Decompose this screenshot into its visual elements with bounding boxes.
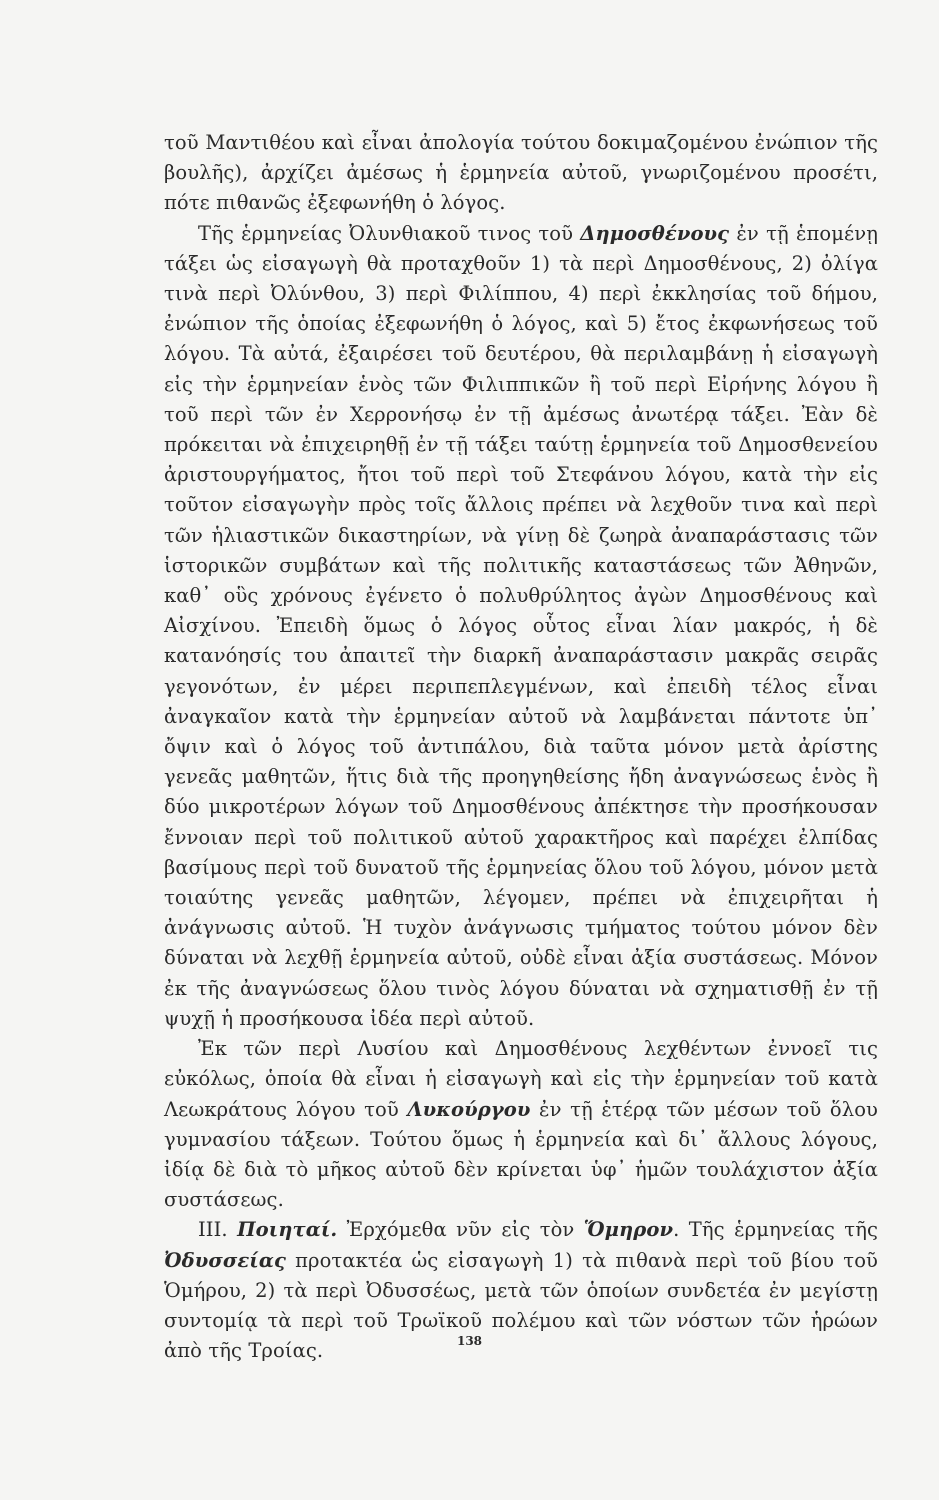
paragraph-1 [164, 128, 878, 219]
page-number: 138 [456, 1334, 483, 1348]
emphasis-demosthenes: Δημοσθένους [580, 221, 730, 245]
paragraph-3 [164, 1034, 878, 1215]
emphasis-odyssey: Ὀδυσσείας [164, 1248, 286, 1272]
paragraph-2 [164, 219, 878, 1034]
text-run: Τῆς ἑρμηνείας Ὀλυνθιακοῦ τινος τοῦ [198, 221, 581, 245]
emphasis-homer: Ὅμηρον [583, 1218, 674, 1242]
text-run: ἐν τῇ ἑτέρᾳ τῶν μέσων τοῦ ὅλου γυμνασίου τάξεων. Τούτου ὅμως ἡ ἑρμηνεία καὶ δι᾽ ἄλλους λόγους, ἰδίᾳ δὲ διὰ τὸ μῆκος αὐτοῦ δὲν κρίνεται ὑφ᾽ ἡμῶν τουλάχιστον ἀξία συστάσεως. [164, 1097, 878, 1212]
text-run: ἐν τῇ ἑπομένῃ τάξει ὡς εἰσαγωγὴ θὰ προταχθοῦν 1) τὰ περὶ Δημοσθένους, 2) ὀλίγα τινὰ περὶ Ὀλύνθου, 3) περὶ Φιλίππου, 4) περὶ ἐκκλησίας τοῦ δήμου, ἐνώπιον τῆς ὁποίας ἐξεφωνήθη ὁ λόγος, καὶ 5) ἔτος ἐκφωνήσεως τοῦ λόγου. Τὰ αὐτά, ἐξαιρέσει τοῦ δευτέρου, θὰ περιλαμβάνῃ ἡ εἰσαγωγὴ εἰς τὴν ἑρμηνείαν ἑνὸς τῶν Φιλιππικῶν ἢ τοῦ περὶ Εἰρήνης λόγου ἢ τοῦ περὶ τῶν ἐν Χερρονήσῳ ἐν τῇ ἀμέσως ἀνωτέρᾳ τάξει. Ἐὰν δὲ πρόκειται νὰ ἐπιχειρηθῇ ἐν τῇ τάξει ταύτῃ ἑρμηνεία τοῦ Δημοσθενείου ἀριστουργήματος, ἤτοι τοῦ περὶ τοῦ Στεφάνου λόγου, κατὰ τὴν εἰς τοῦτον εἰσαγωγὴν πρὸς τοῖς ἄλλοις πρέπει νὰ λεχθοῦν τινα καὶ περὶ τῶν ἡλιαστικῶν δικαστηρίων, νὰ γίνῃ δὲ ζωηρὰ ἀναπαράστασις τῶν ἱστορικῶν συμβάτων καὶ τῆς πολιτικῆς καταστάσεως τῶν Ἀθηνῶν, καθ᾽ οὓς χρόνους ἐγένετο ὁ πολυθρύλητος ἀγὼν Δημοσθένους καὶ Αἰσχίνου. Ἐπειδὴ ὅμως ὁ λόγος οὗτος εἶναι λίαν μακρός, ἡ δὲ κατανόησίς του ἀπαιτεῖ τὴν διαρκῆ ἀναπαράστασιν μακρᾶς σειρᾶς γεγονότων, ἐν μέρει περιπεπλεγμένων, καὶ ἐπειδὴ τέλος εἶναι ἀναγκαῖον κατὰ τὴν ἑρμηνείαν αὐτοῦ νὰ λαμβάνεται πάντοτε ὑπ᾽ ὄψιν καὶ ὁ λόγος τοῦ ἀντιπάλου, διὰ ταῦτα μόνον μετὰ ἀρίστης γενεᾶς μαθητῶν, ἥτις διὰ τῆς προηγηθείσης ἤδη ἀναγνώσεως ἑνὸς ἢ δύο μικροτέρων λόγων τοῦ Δημοσθένους ἀπέκτησε τὴν προσήκουσαν ἔννοιαν περὶ τοῦ πολιτικοῦ αὐτοῦ χαρακτῆρος καὶ παρέχει ἐλπίδας βασίμους περὶ τοῦ δυνατοῦ τῆς ἑρμηνείας ὅλου τοῦ λόγου, μόνον μετὰ τοιαύτης γενεᾶς μαθητῶν, λέγομεν, πρέπει νὰ ἐπιχειρῆται ἡ ἀνάγνωσις αὐτοῦ. Ἡ τυχὸν ἀνάγνωσις τμήματος τούτου μόνον δὲν δύναται νὰ λεχθῇ ἑρμηνεία αὐτοῦ, οὐδὲ εἶναι ἀξία συστάσεως. Μόνον ἐκ τῆς ἀναγνώσεως ὅλου τινὸς λόγου δύναται νὰ σχηματισθῇ ἐν τῇ ψυχῇ ἡ προσήκουσα ἰδέα περὶ αὐτοῦ. [164, 221, 878, 1030]
text-run: Ἐκ τῶν περὶ Λυσίου καὶ Δημοσθένους λεχθέντων ἐννοεῖ τις εὐκόλως, ὁποία θὰ εἶναι ἡ εἰσαγωγὴ καὶ εἰς τὴν ἑρμηνείαν τοῦ κατὰ Λεωκράτους λόγου τοῦ [164, 1037, 878, 1121]
text-run: προτακτέα ὡς εἰσαγωγὴ 1) τὰ πιθανὰ περὶ τοῦ βίου τοῦ Ὁμήρου, 2) τὰ περὶ Ὀδυσσέως, μετὰ τῶν ὁποίων συνδετέα ἐν μεγίστῃ συντομίᾳ τὰ περὶ τοῦ Τρωϊκοῦ πολέμου καὶ τῶν νόστων τῶν ἡρώων ἀπὸ τῆς Τροίας. [164, 1248, 878, 1363]
text-run: τοῦ Μαντιθέου καὶ εἶναι ἀπολογία τούτου δοκιμαζομένου ἐνώπιον τῆς βουλῆς), ἀρχίζει ἀμέσως ἡ ἑρμηνεία αὐτοῦ, γνωριζομένου προσέτι, πότε πιθανῶς ἐξεφωνήθη ὁ λόγος. [164, 131, 878, 215]
section-number: III. [198, 1218, 238, 1242]
text-run: Ἐρχόμεθα νῦν εἰς τὸν [337, 1218, 584, 1242]
section-heading-poets: Ποιηταί. [237, 1218, 338, 1242]
body-text [164, 128, 878, 1366]
emphasis-lykourgos: Λυκούργου [407, 1097, 531, 1121]
text-run: . Τῆς ἑρμηνείας τῆς [673, 1218, 878, 1242]
